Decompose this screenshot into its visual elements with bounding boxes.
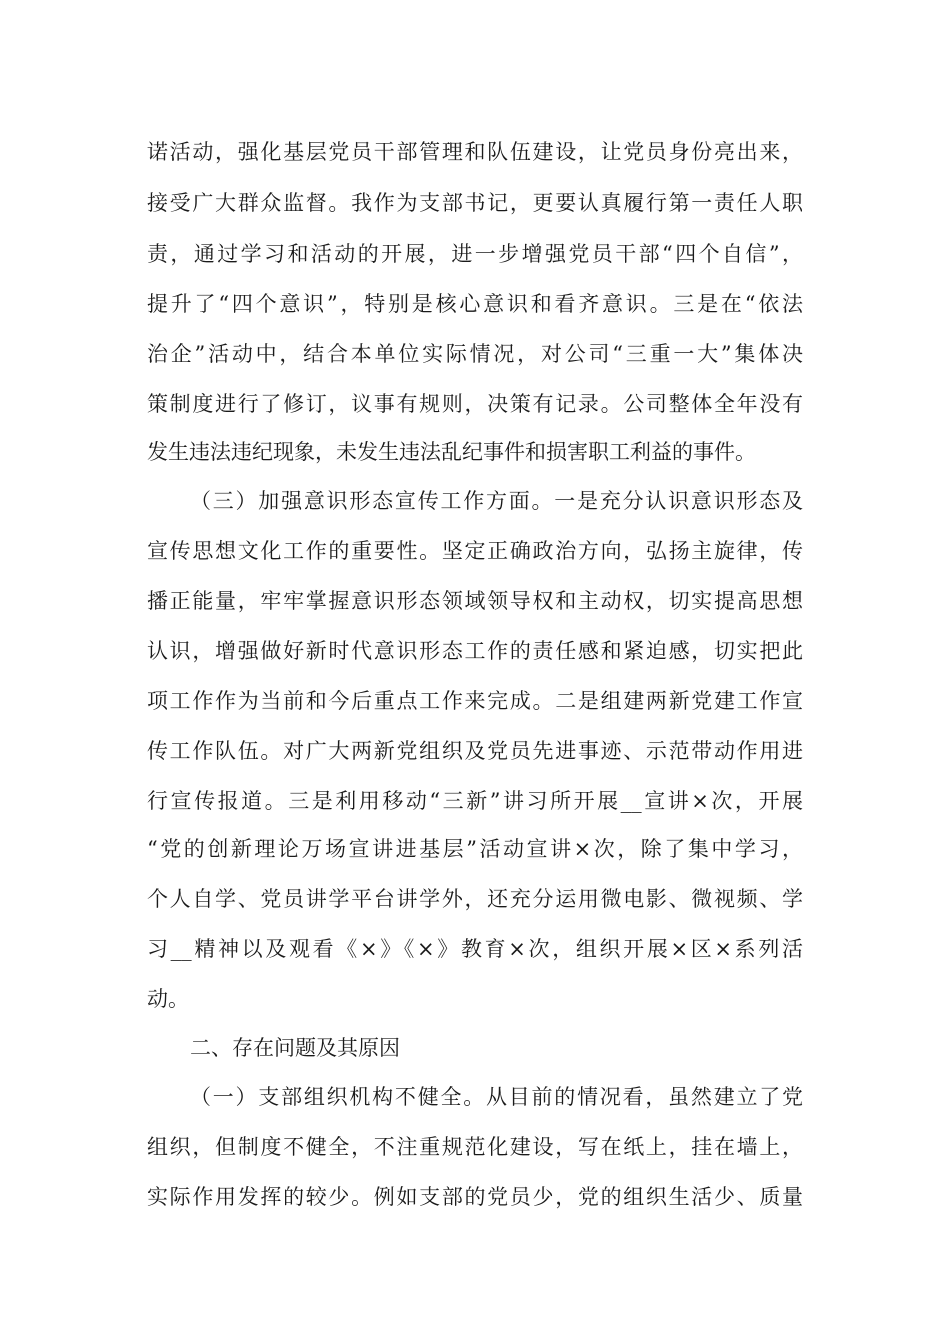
text-line: 个人自学、党员讲学平台讲学外，还充分运用微电影、微视频、学 (147, 887, 803, 911)
text-line: 实际作用发挥的较少。例如支部的党员少，党的组织生活少、质量 (147, 1185, 803, 1209)
text-line: 诺活动，强化基层党员干部管理和队伍建设，让党员身份亮出来， (147, 140, 803, 164)
paragraph-first-line: （三）加强意识形态宣传工作方面。一是充分认识意识形态及 (190, 489, 803, 513)
text-line: 习__精神以及观看《×》《×》教育×次，组织开展×区×系列活 (147, 937, 803, 961)
text-line: 发生违法违纪现象，未发生违法乱纪事件和损害职工利益的事件。 (147, 440, 756, 464)
text-line: 组织，但制度不健全，不注重规范化建设，写在纸上，挂在墙上， (147, 1135, 803, 1159)
text-line: 治企”活动中，结合本单位实际情况，对公司“三重一大”集体决 (147, 342, 803, 366)
text-line: 提升了“四个意识”，特别是核心意识和看齐意识。三是在“依法 (147, 292, 803, 316)
text-line: 项工作作为当前和今后重点工作来完成。二是组建两新党建工作宣 (147, 689, 803, 713)
text-line: 动。 (147, 987, 189, 1011)
paragraph-first-line: （一）支部组织机构不健全。从目前的情况看，虽然建立了党 (190, 1085, 803, 1109)
text-line: 行宣传报道。三是利用移动“三新”讲习所开展__宣讲×次，开展 (147, 789, 803, 813)
text-line: 宣传思想文化工作的重要性。坚定正确政治方向，弘扬主旋律，传 (147, 539, 803, 563)
text-line: 责，通过学习和活动的开展，进一步增强党员干部“四个自信”， (147, 242, 803, 266)
section-heading: 二、存在问题及其原因 (190, 1036, 400, 1060)
text-line: “党的创新理论万场宣讲进基层”活动宣讲×次，除了集中学习， (147, 837, 803, 861)
text-line: 接受广大群众监督。我作为支部书记，更要认真履行第一责任人职 (147, 191, 803, 215)
text-line: 传工作队伍。对广大两新党组织及党员先进事迹、示范带动作用进 (147, 739, 803, 763)
text-line: 播正能量，牢牢掌握意识形态领域领导权和主动权，切实提高思想 (147, 589, 803, 613)
text-line: 认识，增强做好新时代意识形态工作的责任感和紧迫感，切实把此 (147, 639, 803, 663)
text-line: 策制度进行了修订，议事有规则，决策有记录。公司整体全年没有 (147, 392, 803, 416)
